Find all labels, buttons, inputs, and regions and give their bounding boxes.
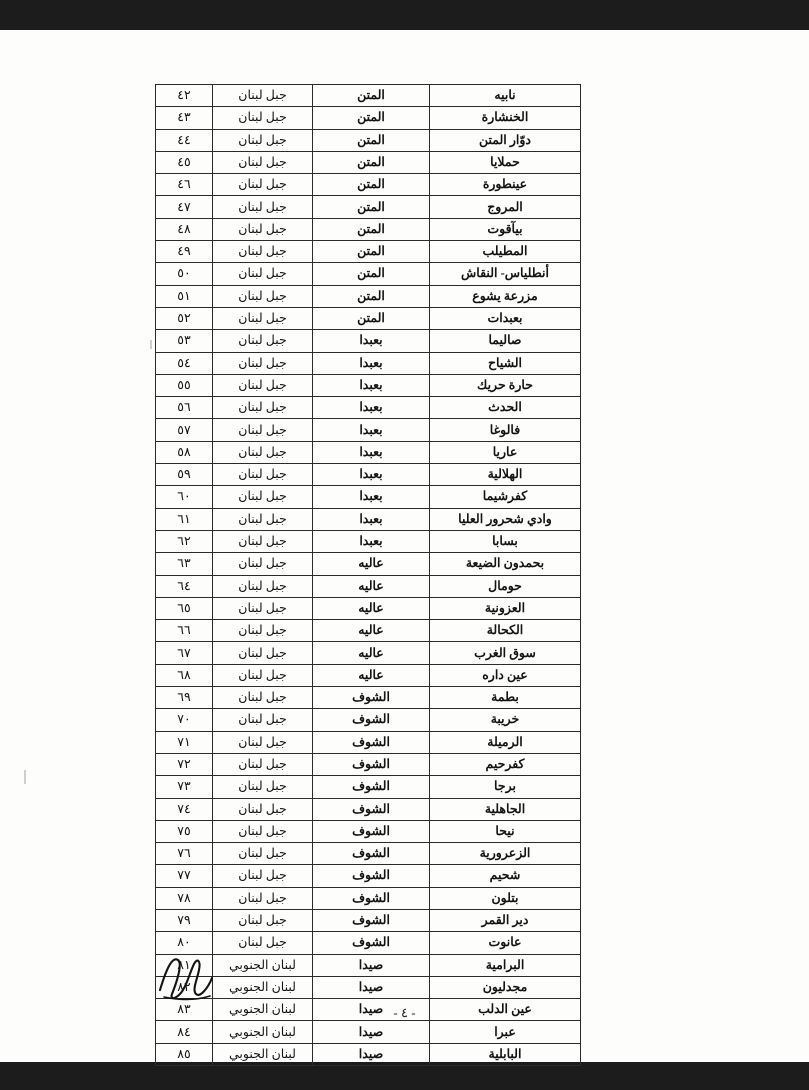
cell-gov: جبل لبنان	[213, 218, 313, 240]
cell-num: ٤٢	[156, 85, 213, 107]
cell-name: بسابا	[430, 530, 581, 552]
cell-num: ٥٩	[156, 464, 213, 486]
cell-caza: الشوف	[313, 865, 430, 887]
cell-gov: لبنان الجنوبي	[213, 1021, 313, 1043]
cell-gov: جبل لبنان	[213, 419, 313, 441]
cell-gov: جبل لبنان	[213, 843, 313, 865]
table-row	[156, 441, 581, 463]
table-row	[156, 664, 581, 686]
table-row	[156, 798, 581, 820]
cell-gov: جبل لبنان	[213, 374, 313, 396]
cell-gov: جبل لبنان	[213, 397, 313, 419]
table-row	[156, 553, 581, 575]
table-row	[156, 486, 581, 508]
cell-num: ٦٥	[156, 597, 213, 619]
table-row	[156, 196, 581, 218]
cell-caza: المتن	[313, 241, 430, 263]
cell-num: ٤٧	[156, 196, 213, 218]
cell-num: ٧٢	[156, 753, 213, 775]
cell-gov: جبل لبنان	[213, 151, 313, 173]
cell-name: خريبة	[430, 709, 581, 731]
cell-gov: جبل لبنان	[213, 731, 313, 753]
cell-caza: عاليه	[313, 575, 430, 597]
cell-num: ٥٥	[156, 374, 213, 396]
cell-gov: لبنان الجنوبي	[213, 999, 313, 1021]
cell-caza: بعبدا	[313, 397, 430, 419]
cell-num: ٨٢	[156, 976, 213, 998]
cell-num: ٤٦	[156, 174, 213, 196]
scan-edge-bottom	[0, 1062, 809, 1090]
cell-name: حومال	[430, 575, 581, 597]
scan-edge-top	[0, 0, 809, 30]
table-row	[156, 976, 581, 998]
cell-gov: جبل لبنان	[213, 129, 313, 151]
localities-table-body	[156, 85, 581, 1066]
cell-caza: صيدا	[313, 999, 430, 1021]
document-page	[0, 30, 809, 1062]
cell-num: ٤٩	[156, 241, 213, 263]
cell-name: سوق الغرب	[430, 642, 581, 664]
cell-name: أنطلياس- النقاش	[430, 263, 581, 285]
cell-caza: المتن	[313, 285, 430, 307]
cell-name: بطمة	[430, 687, 581, 709]
cell-num: ٧٣	[156, 776, 213, 798]
table-row	[156, 352, 581, 374]
cell-name: الكحالة	[430, 620, 581, 642]
cell-gov: جبل لبنان	[213, 909, 313, 931]
page-number: - ٤ -	[393, 1005, 416, 1020]
cell-name: العزونية	[430, 597, 581, 619]
cell-num: ٥٢	[156, 307, 213, 329]
cell-num: ٦٩	[156, 687, 213, 709]
cell-caza: المتن	[313, 307, 430, 329]
cell-num: ٧٦	[156, 843, 213, 865]
cell-num: ٥٣	[156, 330, 213, 352]
cell-name: عانوت	[430, 932, 581, 954]
table-row	[156, 241, 581, 263]
cell-num: ٧٠	[156, 709, 213, 731]
scan-speck	[150, 340, 152, 349]
cell-name: نيحا	[430, 820, 581, 842]
cell-gov: جبل لبنان	[213, 753, 313, 775]
cell-caza: عاليه	[313, 597, 430, 619]
cell-gov: جبل لبنان	[213, 241, 313, 263]
cell-gov: جبل لبنان	[213, 575, 313, 597]
cell-name: وادي شحرور العليا	[430, 508, 581, 530]
cell-num: ٧٧	[156, 865, 213, 887]
cell-caza: بعبدا	[313, 374, 430, 396]
table-row	[156, 820, 581, 842]
cell-gov: جبل لبنان	[213, 687, 313, 709]
cell-name: البرامية	[430, 954, 581, 976]
table-row	[156, 107, 581, 129]
cell-gov: جبل لبنان	[213, 709, 313, 731]
table-row	[156, 620, 581, 642]
cell-gov: جبل لبنان	[213, 798, 313, 820]
cell-gov: جبل لبنان	[213, 107, 313, 129]
cell-gov: جبل لبنان	[213, 530, 313, 552]
table-row	[156, 776, 581, 798]
cell-num: ٤٥	[156, 151, 213, 173]
cell-gov: جبل لبنان	[213, 263, 313, 285]
cell-caza: المتن	[313, 151, 430, 173]
cell-gov: جبل لبنان	[213, 865, 313, 887]
cell-caza: الشوف	[313, 798, 430, 820]
cell-name: عين داره	[430, 664, 581, 686]
cell-name: بعبدات	[430, 307, 581, 329]
cell-caza: الشوف	[313, 887, 430, 909]
cell-gov: جبل لبنان	[213, 508, 313, 530]
cell-caza: بعبدا	[313, 352, 430, 374]
table-row	[156, 887, 581, 909]
cell-name: عبرا	[430, 1021, 581, 1043]
cell-gov: جبل لبنان	[213, 285, 313, 307]
table-row	[156, 263, 581, 285]
cell-name: كفرشيما	[430, 486, 581, 508]
cell-name: مجدليون	[430, 976, 581, 998]
cell-gov: جبل لبنان	[213, 620, 313, 642]
table-row	[156, 374, 581, 396]
cell-gov: جبل لبنان	[213, 196, 313, 218]
table-row	[156, 731, 581, 753]
cell-num: ٨٤	[156, 1021, 213, 1043]
cell-num: ٥٤	[156, 352, 213, 374]
cell-caza: المتن	[313, 196, 430, 218]
cell-caza: الشوف	[313, 776, 430, 798]
cell-caza: المتن	[313, 263, 430, 285]
table-row	[156, 129, 581, 151]
table-row	[156, 85, 581, 107]
cell-name: دير القمر	[430, 909, 581, 931]
cell-gov: جبل لبنان	[213, 887, 313, 909]
table-row	[156, 1043, 581, 1065]
cell-num: ٥٨	[156, 441, 213, 463]
cell-caza: الشوف	[313, 731, 430, 753]
scan-speck	[24, 770, 26, 784]
table-row	[156, 1021, 581, 1043]
cell-num: ٧٩	[156, 909, 213, 931]
table-row	[156, 330, 581, 352]
cell-caza: بعبدا	[313, 530, 430, 552]
cell-gov: جبل لبنان	[213, 441, 313, 463]
cell-num: ٥٧	[156, 419, 213, 441]
table-row	[156, 151, 581, 173]
cell-gov: جبل لبنان	[213, 352, 313, 374]
cell-gov: لبنان الجنوبي	[213, 1043, 313, 1065]
cell-name: البابلية	[430, 1043, 581, 1065]
cell-caza: الشوف	[313, 843, 430, 865]
cell-caza: المتن	[313, 107, 430, 129]
cell-gov: جبل لبنان	[213, 553, 313, 575]
cell-name: صاليما	[430, 330, 581, 352]
cell-gov: جبل لبنان	[213, 330, 313, 352]
cell-name: عينطورة	[430, 174, 581, 196]
cell-caza: صيدا	[313, 954, 430, 976]
cell-caza: المتن	[313, 129, 430, 151]
cell-name: الخنشارة	[430, 107, 581, 129]
cell-num: ٨٣	[156, 999, 213, 1021]
cell-caza: بعبدا	[313, 486, 430, 508]
cell-name: عين الدلب	[430, 999, 581, 1021]
table-row	[156, 753, 581, 775]
table-row	[156, 709, 581, 731]
cell-caza: بعبدا	[313, 464, 430, 486]
cell-gov: جبل لبنان	[213, 642, 313, 664]
cell-name: حملايا	[430, 151, 581, 173]
cell-gov: جبل لبنان	[213, 307, 313, 329]
cell-name: المروج	[430, 196, 581, 218]
cell-gov: جبل لبنان	[213, 932, 313, 954]
cell-name: كفرحيم	[430, 753, 581, 775]
cell-num: ٧١	[156, 731, 213, 753]
cell-num: ٥٠	[156, 263, 213, 285]
cell-num: ٦١	[156, 508, 213, 530]
localities-table	[155, 84, 581, 1066]
cell-caza: الشوف	[313, 687, 430, 709]
table-row	[156, 464, 581, 486]
localities-table-wrap	[156, 84, 581, 1066]
table-row	[156, 687, 581, 709]
cell-num: ٦٤	[156, 575, 213, 597]
table-row	[156, 954, 581, 976]
cell-num: ٦٨	[156, 664, 213, 686]
cell-gov: جبل لبنان	[213, 174, 313, 196]
cell-name: بتلون	[430, 887, 581, 909]
cell-num: ٧٤	[156, 798, 213, 820]
cell-gov: جبل لبنان	[213, 820, 313, 842]
cell-gov: جبل لبنان	[213, 464, 313, 486]
table-row	[156, 419, 581, 441]
cell-num: ٥٦	[156, 397, 213, 419]
cell-name: الهلالية	[430, 464, 581, 486]
cell-num: ٨٠	[156, 932, 213, 954]
cell-caza: بعبدا	[313, 419, 430, 441]
cell-caza: الشوف	[313, 820, 430, 842]
cell-name: حارة حريك	[430, 374, 581, 396]
cell-gov: جبل لبنان	[213, 85, 313, 107]
cell-gov: جبل لبنان	[213, 597, 313, 619]
cell-num: ٧٥	[156, 820, 213, 842]
cell-name: برجا	[430, 776, 581, 798]
table-row	[156, 865, 581, 887]
cell-name: عاريا	[430, 441, 581, 463]
cell-num: ٤٤	[156, 129, 213, 151]
cell-name: بيآقوت	[430, 218, 581, 240]
cell-caza: صيدا	[313, 1043, 430, 1065]
cell-num: ٦٣	[156, 553, 213, 575]
cell-name: المطيلب	[430, 241, 581, 263]
table-row	[156, 575, 581, 597]
table-row	[156, 307, 581, 329]
cell-gov: لبنان الجنوبي	[213, 954, 313, 976]
cell-name: الجاهلية	[430, 798, 581, 820]
cell-caza: الشوف	[313, 709, 430, 731]
cell-num: ٦٦	[156, 620, 213, 642]
table-row	[156, 843, 581, 865]
table-row	[156, 174, 581, 196]
cell-num: ٨٥	[156, 1043, 213, 1065]
cell-name: دوّار المتن	[430, 129, 581, 151]
cell-gov: جبل لبنان	[213, 664, 313, 686]
cell-caza: عاليه	[313, 553, 430, 575]
table-row	[156, 642, 581, 664]
table-row	[156, 508, 581, 530]
cell-num: ٦٢	[156, 530, 213, 552]
cell-caza: بعبدا	[313, 330, 430, 352]
table-row	[156, 397, 581, 419]
table-row	[156, 218, 581, 240]
cell-gov: جبل لبنان	[213, 486, 313, 508]
cell-caza: عاليه	[313, 642, 430, 664]
cell-caza: صيدا	[313, 976, 430, 998]
cell-caza: المتن	[313, 174, 430, 196]
cell-caza: المتن	[313, 85, 430, 107]
cell-num: ٤٨	[156, 218, 213, 240]
table-row	[156, 530, 581, 552]
cell-caza: الشوف	[313, 932, 430, 954]
cell-num: ٥١	[156, 285, 213, 307]
table-row	[156, 285, 581, 307]
cell-num: ٦٧	[156, 642, 213, 664]
cell-caza: الشوف	[313, 753, 430, 775]
cell-caza: المتن	[313, 218, 430, 240]
cell-name: الرميلة	[430, 731, 581, 753]
cell-caza: بعبدا	[313, 508, 430, 530]
cell-caza: عاليه	[313, 620, 430, 642]
cell-caza: صيدا	[313, 1021, 430, 1043]
cell-num: ٦٠	[156, 486, 213, 508]
cell-gov: لبنان الجنوبي	[213, 976, 313, 998]
cell-gov: جبل لبنان	[213, 776, 313, 798]
cell-name: شحيم	[430, 865, 581, 887]
cell-name: نابيه	[430, 85, 581, 107]
table-row	[156, 909, 581, 931]
cell-name: فالوغا	[430, 419, 581, 441]
cell-num: ٤٣	[156, 107, 213, 129]
cell-name: مزرعة يشوع	[430, 285, 581, 307]
cell-name: بحمدون الضيعة	[430, 553, 581, 575]
cell-num: ٨١	[156, 954, 213, 976]
cell-name: الشياح	[430, 352, 581, 374]
cell-caza: بعبدا	[313, 441, 430, 463]
table-row	[156, 597, 581, 619]
cell-caza: الشوف	[313, 909, 430, 931]
cell-name: الحدث	[430, 397, 581, 419]
cell-caza: عاليه	[313, 664, 430, 686]
cell-num: ٧٨	[156, 887, 213, 909]
cell-name: الزعرورية	[430, 843, 581, 865]
table-row	[156, 932, 581, 954]
